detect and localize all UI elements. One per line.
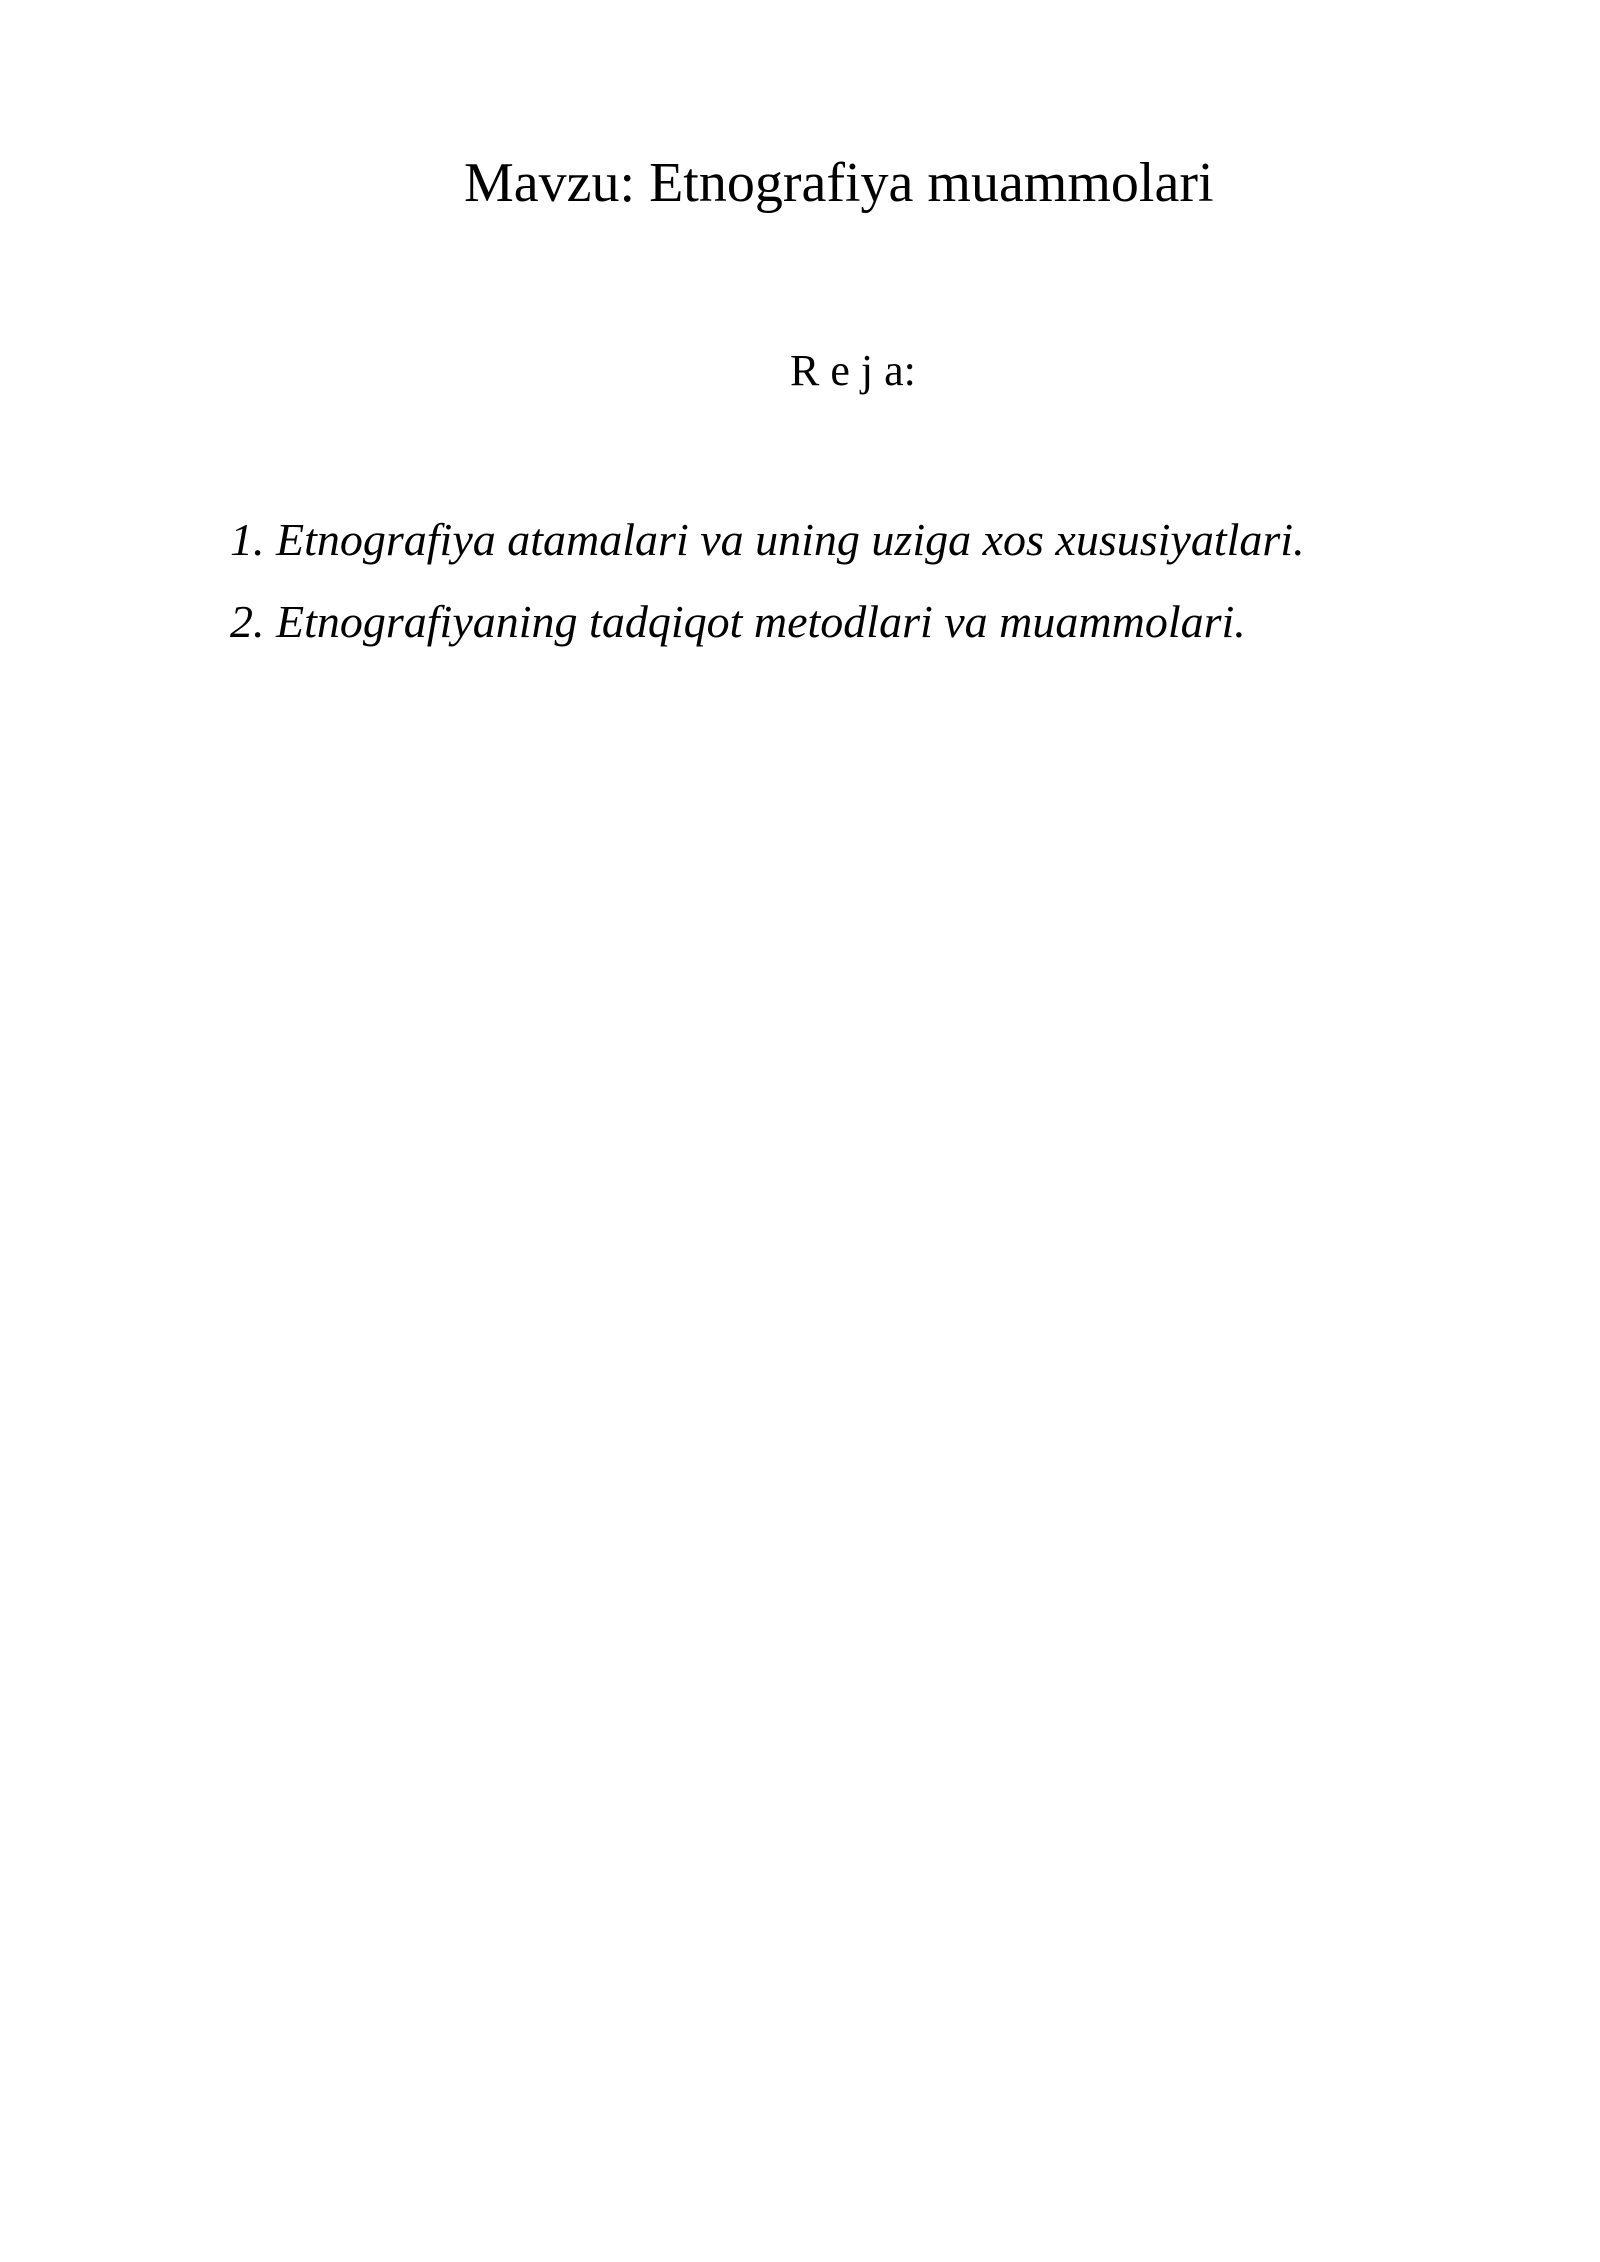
plan-heading: R e j a: (790, 346, 916, 395)
plan-item-2: 2. Etnografiyaning tadqiqot metodlari va muammolari. (230, 596, 1246, 648)
plan-list (230, 512, 1305, 676)
document-title: Mavzu: Etnografiya muammolari (464, 152, 1214, 214)
plan-item-1: 1. Etnografiya atamalari va uning uziga xos xususiyatlari. (230, 514, 1305, 565)
